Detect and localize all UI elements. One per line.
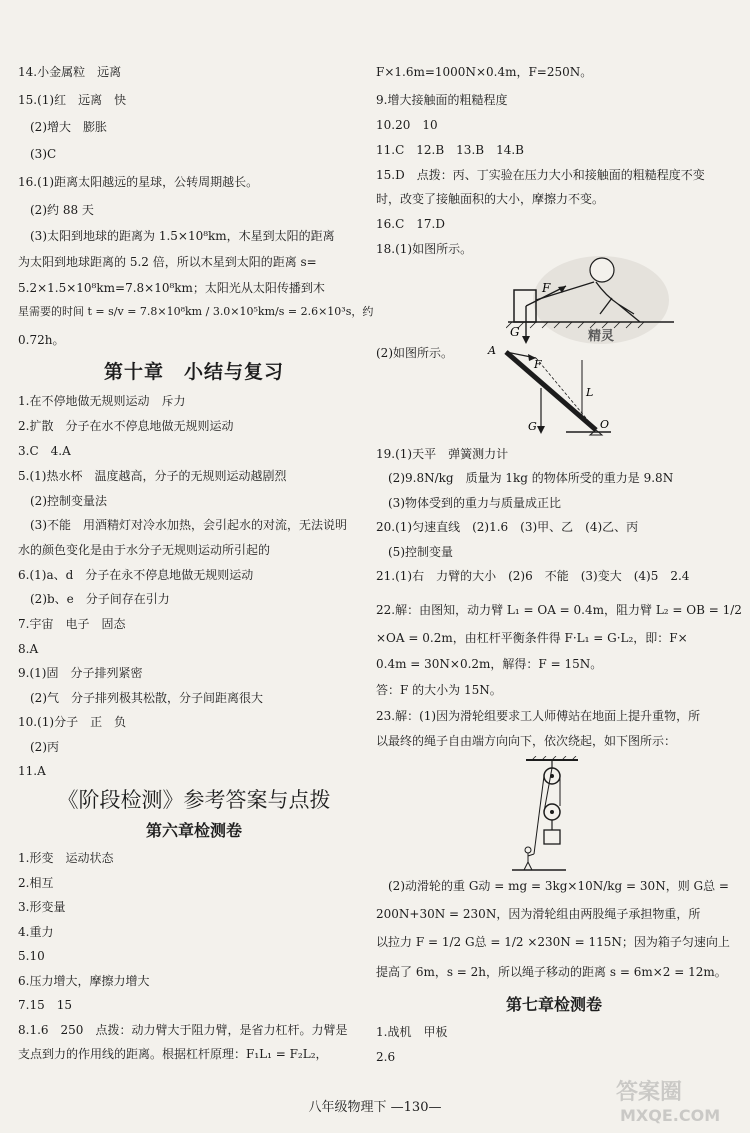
pulley-system-figure [506,756,586,872]
answer-line: 以最终的绳子自由端方向向下，依次绕起，如下图所示： [376,734,677,748]
answer-line: 8.A [18,642,39,656]
force-g-label: G [510,325,520,339]
answer-line: 1.战机 甲板 [376,1025,448,1039]
answer-line: 5.10 [18,949,45,963]
answer-line: (3)C [18,147,57,161]
force-f-label: F [534,358,542,371]
answer-line: 为太阳到地球距离的 5.2 倍，所以木星到太阳的距离 s= [18,255,317,269]
answer-line: 2.扩散 分子在水不停息地做无规则运动 [18,419,234,433]
answer-line: 水的颜色变化是由于水分子无规则运动所引起的 [18,543,271,557]
answer-line: 3.形变量 [18,900,66,914]
answer-line: 10.20 10 [376,118,438,132]
answer-line: 2.6 [376,1050,396,1064]
answer-line: 14.小金属粒 远离 [18,65,122,79]
answer-line: (2)b、e 分子间存在引力 [18,592,170,606]
answer-line: 200N+30N = 230N，因为滑轮组由两股绳子承担物重，所 [376,907,701,921]
answer-line: 6.(1)a、d 分子在永不停息地做无规则运动 [18,568,254,582]
force-g-label: G [528,420,537,433]
answer-line: 时，改变了接触面积的大小，摩擦力不变。 [376,192,605,206]
answer-line: (2)动滑轮的重 G动 = mg = 3kg×10N/kg = 30N，则 G总 = [376,879,729,893]
answer-line: 9.(1)固 分子排列紧密 [18,666,143,680]
answer-line: 2.相互 [18,876,54,890]
watermark-logo [612,1069,742,1127]
answer-line: 6.压力增大，摩擦力增大 [18,974,150,988]
answer-line: 以拉力 F = 1/2 G总 = 1/2 ×230N = 115N；因为箱子匀速向上 [376,935,730,949]
chapter-heading: 第十章 小结与复习 [103,361,284,383]
answer-line: 7.15 15 [18,998,72,1012]
answer-line: 星需要的时间 t = s/v = 7.8×10⁸km / 3.0×10⁵km/s = 2.6×10³s，约 [18,305,374,318]
section-heading: 《阶段检测》参考答案与点拨 [57,788,331,812]
answer-line: 15.D 点拨：丙、丁实验在压力大小和接触面的粗糙程度不变 [376,168,705,182]
answer-line: 11.A [18,764,46,778]
answer-line: (2)如图所示。 [376,346,453,360]
answer-line: (2)9.8N/kg 质量为 1kg 的物体所受的重力是 9.8N [376,471,674,485]
answer-line: 支点到力的作用线的距离。根据杠杆原理：F₁L₁ = F₂L₂， [18,1047,328,1061]
answer-line: 22.解：由图知，动力臂 L₁ = OA = 0.4m，阻力臂 L₂ = OB = 1/2 [376,603,742,617]
answer-line: 1.在不停地做无规则运动 斥力 [18,394,186,408]
chapter-heading: 第六章检测卷 [145,821,242,840]
answer-line: ×OA = 0.2m，由杠杆平衡条件得 F·L₁ = G·L₂，即：F× [376,631,688,645]
answer-line: 7.宇宙 电子 固态 [18,617,126,631]
answer-line: 4.重力 [18,925,54,939]
answer-line: (3)太阳到地球的距离为 1.5×10⁸km，木星到太阳的距离 [18,229,335,243]
answer-line: 16.C 17.D [376,217,445,231]
arm-l-label: L [586,386,594,399]
answer-line: 8.1.6 250 点拨：动力臂大于阻力臂，是省力杠杆。力臂是 [18,1023,348,1037]
answer-line: (3)物体受到的重力与质量成正比 [376,496,561,510]
answer-line: (2)约 88 天 [18,203,94,217]
answer-line: 0.72h。 [18,333,65,347]
answer-line: 0.4m = 30N×0.2m，解得：F = 15N。 [376,657,603,671]
svg-text:答案圈: 答案圈 [616,1080,683,1105]
page-footer: 八年级物理下 —130— [308,1100,442,1115]
answer-line: (2)增大 膨胀 [18,120,107,134]
answer-line: 10.(1)分子 正 负 [18,715,127,729]
force-f-label: F [542,281,551,295]
answer-line: (2)气 分子排列极其松散，分子间距离很大 [18,691,263,705]
answer-line: 5.2×1.5×10⁸km=7.8×10⁸km；太阳光从太阳传播到木 [18,281,325,295]
answer-line: 18.(1)如图所示。 [376,242,473,256]
answer-line: 15.(1)红 远离 快 [18,93,127,107]
answer-line: 11.C 12.B 13.B 14.B [376,143,524,157]
answer-line: (2)控制变量法 [18,494,107,508]
answer-line: 23.解：(1)因为滑轮组要求工人师傅站在地面上提升重物，所 [376,709,701,723]
svg-text:MXQE.COM: MXQE.COM [620,1106,721,1125]
answer-line: (5)控制变量 [376,545,453,559]
lever-force-figure [486,338,616,440]
friction-pull-figure [506,248,676,348]
answer-line: 20.(1)匀速直线 (2)1.6 (3)甲、乙 (4)乙、丙 [376,520,639,534]
answer-line: 1.形变 运动状态 [18,851,114,865]
stamp-label: 精灵 [588,329,615,344]
point-a-label: A [488,344,496,357]
answer-line: 5.(1)热水杯 温度越高，分子的无规则运动越剧烈 [18,469,287,483]
answer-line: 提高了 6m，s = 2h，所以绳子移动的距离 s = 6m×2 = 12m。 [376,965,727,979]
answer-line: (2)丙 [18,740,59,754]
answer-line: 答：F 的大小为 15N。 [376,683,502,697]
answer-line: F×1.6m=1000N×0.4m，F=250N。 [376,65,593,79]
answer-line: 9.增大接触面的粗糙程度 [376,93,508,107]
answer-line: 19.(1)天平 弹簧测力计 [376,447,509,461]
chapter-heading: 第七章检测卷 [505,995,602,1014]
fulcrum-o-label: O [600,418,610,431]
answer-line: 3.C 4.A [18,444,71,458]
answer-line: (3)不能 用酒精灯对冷水加热，会引起水的对流，无法说明 [18,518,348,532]
answer-line: 16.(1)距离太阳越远的星球，公转周期越长。 [18,175,259,189]
answer-line: 21.(1)右 力臂的大小 (2)6 不能 (3)变大 (4)5 2.4 [376,569,690,583]
